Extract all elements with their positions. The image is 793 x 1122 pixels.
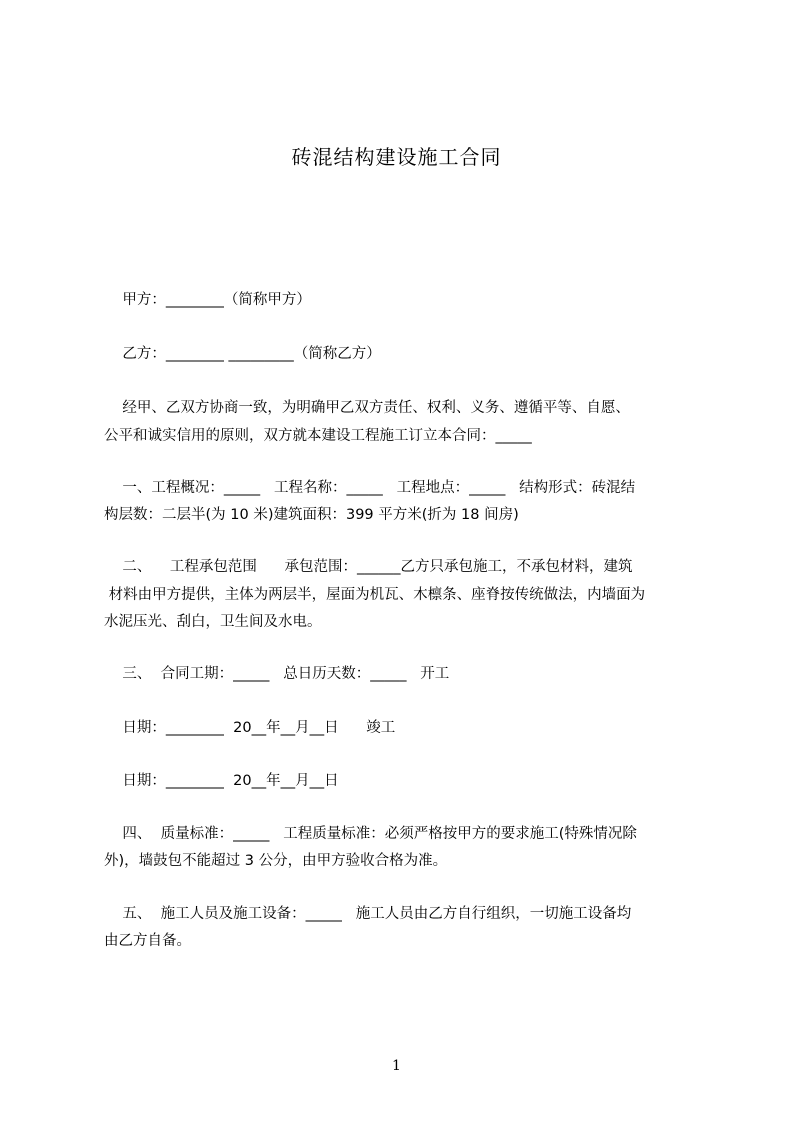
section-5-line-1: 五、 施工人员及施工设备：_____ 施工人员由乙方自行组织，一切施工设备均 (104, 906, 632, 922)
section-2-line-3: 水泥压光、刮白，卫生间及水电。 (104, 614, 322, 630)
section-5-line-2: 由乙方自备。 (104, 933, 191, 949)
section-2-line-2: 材料由甲方提供，主体为两层半，屋面为机瓦、木檩条、座脊按传统做法，内墙面为 (104, 587, 646, 603)
document-title: 砖混结构建设施工合同 (291, 145, 502, 169)
section-4-line-1: 四、 质量标准：_____ 工程质量标准：必须严格按甲方的要求施工(特殊情况除 (104, 826, 637, 842)
section-3-line-3: 日期：________ 20__年__月__日 (104, 773, 339, 789)
party-b-line: 乙方：________ _________（简称乙方） (104, 346, 381, 362)
section-2-line-1: 二、 工程承包范围 承包范围：______乙方只承包施工，不承包材料，建筑 (104, 559, 633, 575)
section-3-line-2: 日期：________ 20__年__月__日 竣工 (104, 720, 396, 736)
preamble-line-1: 经甲、乙双方协商一致，为明确甲乙双方责任、权利、义务、遵循平等、自愿、 (104, 400, 630, 416)
party-a-line: 甲方：________（简称甲方） (104, 292, 311, 308)
page-number: 1 (392, 1058, 401, 1074)
section-3-line-1: 三、 合同工期：_____ 总日历天数：_____ 开工 (104, 666, 450, 682)
section-1-line-2: 构层数：二层半(为 10 米)建筑面积：399 平方米(折为 18 间房) (104, 507, 519, 523)
section-1-line-1: 一、工程概况：_____ 工程名称：_____ 工程地点：_____ 结构形式：砖混结 (104, 480, 636, 496)
preamble-line-2: 公平和诚实信用的原则，双方就本建设工程施工订立本合同：_____ (104, 428, 532, 444)
section-4-line-2: 外)，墙鼓包不能超过 3 公分，由甲方验收合格为准。 (104, 853, 448, 869)
